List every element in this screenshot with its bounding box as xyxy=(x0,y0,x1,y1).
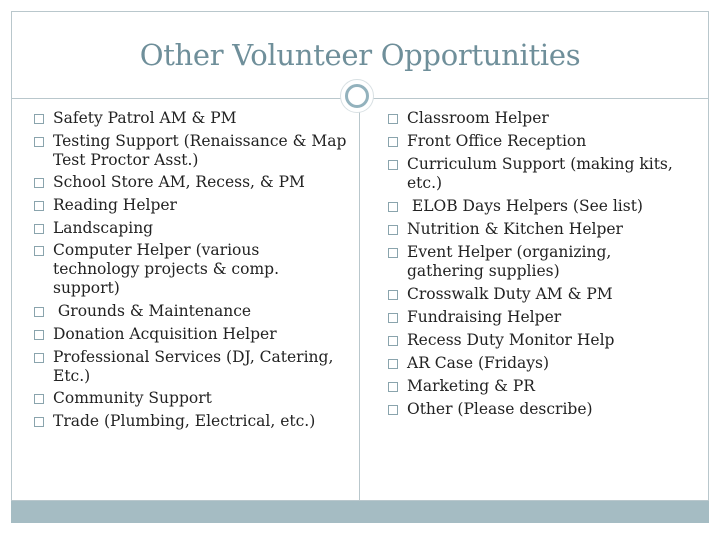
list-item-label: ELOB Days Helpers (See list) xyxy=(407,197,643,215)
list-item-label: Donation Acquisition Helper xyxy=(53,324,277,343)
list-item xyxy=(388,308,688,327)
list-item xyxy=(34,348,349,386)
list-item xyxy=(388,243,688,281)
list-item-label: Community Support xyxy=(53,389,212,408)
list-item xyxy=(388,400,688,419)
list-item-label: Marketing & PR xyxy=(407,377,535,395)
checkbox-square-icon xyxy=(388,290,398,300)
list-item-label: Curriculum Support (making kits, etc.) xyxy=(407,155,673,192)
checkbox-square-icon xyxy=(388,137,398,147)
checkbox-square-icon xyxy=(388,160,398,170)
list-item-label: Fundraising Helper xyxy=(407,308,562,326)
list-item-label: Testing Support (Renaissance & Map Test Proctor Asst.) xyxy=(53,131,347,169)
list-item xyxy=(34,241,349,298)
list-item xyxy=(388,220,688,239)
list-item-label: Other (Please describe) xyxy=(407,400,593,418)
checkbox-square-icon xyxy=(388,248,398,258)
right-opportunity-list xyxy=(388,109,688,423)
checkbox-square-icon xyxy=(34,137,44,147)
checkbox-square-icon xyxy=(34,201,44,211)
list-item xyxy=(34,412,349,431)
list-item xyxy=(34,219,349,238)
list-item-label: Event Helper (organizing, gathering supplies) xyxy=(407,243,612,280)
list-item-label: Nutrition & Kitchen Helper xyxy=(407,220,623,238)
list-item xyxy=(388,331,688,350)
list-item xyxy=(34,173,349,192)
list-item xyxy=(388,197,688,216)
slide-title: Other Volunteer Opportunities xyxy=(139,38,581,72)
left-opportunity-list xyxy=(34,109,349,435)
list-item-label: School Store AM, Recess, & PM xyxy=(53,173,305,192)
checkbox-square-icon xyxy=(34,307,44,317)
checkbox-square-icon xyxy=(34,330,44,340)
checkbox-square-icon xyxy=(34,178,44,188)
list-item-label: Grounds & Maintenance xyxy=(53,302,252,321)
list-item-label: Professional Services (DJ, Catering, Etc.) xyxy=(53,347,334,385)
list-item xyxy=(34,302,349,321)
list-item xyxy=(34,389,349,408)
checkbox-square-icon xyxy=(388,359,398,369)
checkbox-square-icon xyxy=(34,353,44,363)
checkbox-square-icon xyxy=(34,394,44,404)
list-item xyxy=(388,132,688,151)
list-item-label: AR Case (Fridays) xyxy=(407,354,550,372)
checkbox-square-icon xyxy=(388,382,398,392)
list-item xyxy=(388,109,688,128)
list-item xyxy=(388,285,688,304)
list-item xyxy=(388,377,688,396)
list-item xyxy=(34,196,349,215)
list-item-label: Computer Helper (various technology projects & comp. support) xyxy=(53,241,279,298)
list-item-label: Safety Patrol AM & PM xyxy=(53,109,237,127)
checkbox-square-icon xyxy=(388,405,398,415)
list-item-label: Crosswalk Duty AM & PM xyxy=(407,285,613,303)
checkbox-square-icon xyxy=(388,313,398,323)
checkbox-square-icon xyxy=(34,417,44,427)
checkbox-square-icon xyxy=(388,225,398,235)
list-item xyxy=(388,354,688,373)
list-item xyxy=(388,155,688,193)
checkbox-square-icon xyxy=(388,336,398,346)
column-divider xyxy=(359,110,360,501)
list-item xyxy=(34,325,349,344)
list-item-label: Front Office Reception xyxy=(407,132,587,150)
list-item-label: Recess Duty Monitor Help xyxy=(407,331,615,349)
list-item-label: Reading Helper xyxy=(53,196,177,215)
checkbox-square-icon xyxy=(388,114,398,124)
checkbox-square-icon xyxy=(34,224,44,234)
ring-ornament-icon xyxy=(340,79,374,113)
checkbox-square-icon xyxy=(34,246,44,256)
checkbox-square-icon xyxy=(388,202,398,212)
footer-bar xyxy=(11,501,709,523)
list-item xyxy=(34,109,349,128)
list-item-label: Trade (Plumbing, Electrical, etc.) xyxy=(53,411,316,430)
list-item-label: Classroom Helper xyxy=(407,109,549,127)
list-item xyxy=(34,132,349,170)
checkbox-square-icon xyxy=(34,114,44,124)
list-item-label: Landscaping xyxy=(53,218,154,237)
